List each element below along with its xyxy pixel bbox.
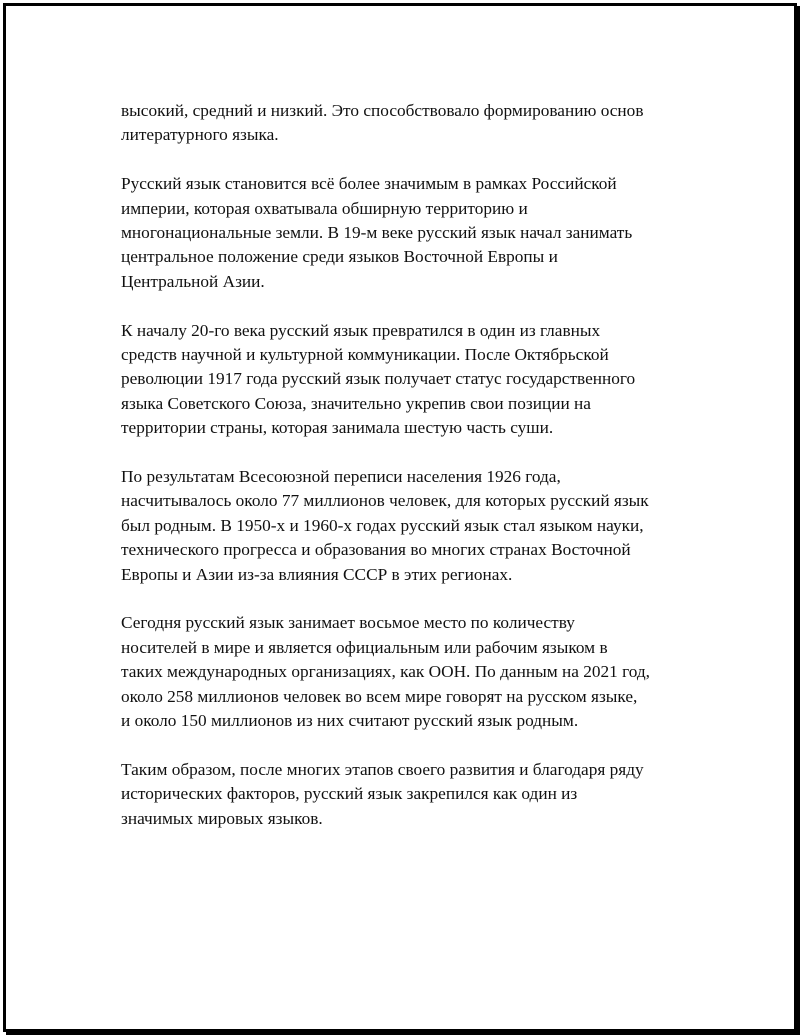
- paragraph-4: [121, 465, 701, 587]
- text-line: империи, которая охватывала обширную территорию и: [121, 198, 528, 218]
- text-line: многонациональные земли. В 19-м веке русский язык начал занимать: [121, 223, 633, 243]
- text-line: Центральной Азии.: [121, 271, 265, 291]
- text-line: исторических факторов, русский язык закрепился как один из: [121, 784, 578, 804]
- text-line: средств научной и культурной коммуникации. После Октябрьской: [121, 345, 609, 365]
- document-body: [121, 99, 701, 856]
- text-line: значимых мировых языков.: [121, 808, 323, 828]
- text-line: языка Советского Союза, значительно укрепив свои позиции на: [121, 393, 591, 413]
- document-page: [3, 3, 797, 1032]
- text-line: революции 1917 года русский язык получает статус государственного: [121, 369, 636, 389]
- paragraph-5: [121, 611, 701, 733]
- text-line: насчитывалось около 77 миллионов человек, для которых русский язык: [121, 491, 649, 511]
- text-line: Европы и Азии из-за влияния СССР в этих регионах.: [121, 564, 513, 584]
- text-line: Сегодня русский язык занимает восьмое место по количеству: [121, 613, 575, 633]
- text-line: носителей в мире и является официальным или рабочим языком в: [121, 637, 608, 657]
- text-line: К началу 20-го века русский язык превратился в один из главных: [121, 320, 601, 340]
- text-line: технического прогресса и образования во многих странах Восточной: [121, 540, 631, 560]
- text-line: центральное положение среди языков Восточной Европы и: [121, 247, 558, 267]
- text-line: и около 150 миллионов из них считают русский язык родным.: [121, 711, 579, 731]
- text-line: Таким образом, после многих этапов своего развития и благодаря ряду: [121, 759, 644, 779]
- text-line: таких международных организациях, как ООН. По данным на 2021 год,: [121, 662, 650, 682]
- text-line: Русский язык становится всё более значимым в рамках Российской: [121, 174, 617, 194]
- paragraph-2: [121, 172, 701, 294]
- text-line: был родным. В 1950-х и 1960-х годах русский язык стал языком науки,: [121, 515, 644, 535]
- text-line: около 258 миллионов человек во всем мире говорят на русском языке,: [121, 686, 638, 706]
- text-line: литературного языка.: [121, 125, 279, 145]
- paragraph-1: [121, 99, 701, 148]
- paragraph-3: [121, 319, 701, 441]
- text-line: высокий, средний и низкий. Это способствовало формированию основ: [121, 101, 644, 120]
- text-line: По результатам Всесоюзной переписи населения 1926 года,: [121, 467, 561, 487]
- text-line: территории страны, которая занимала шестую часть суши.: [121, 418, 554, 438]
- paragraph-6: [121, 758, 701, 831]
